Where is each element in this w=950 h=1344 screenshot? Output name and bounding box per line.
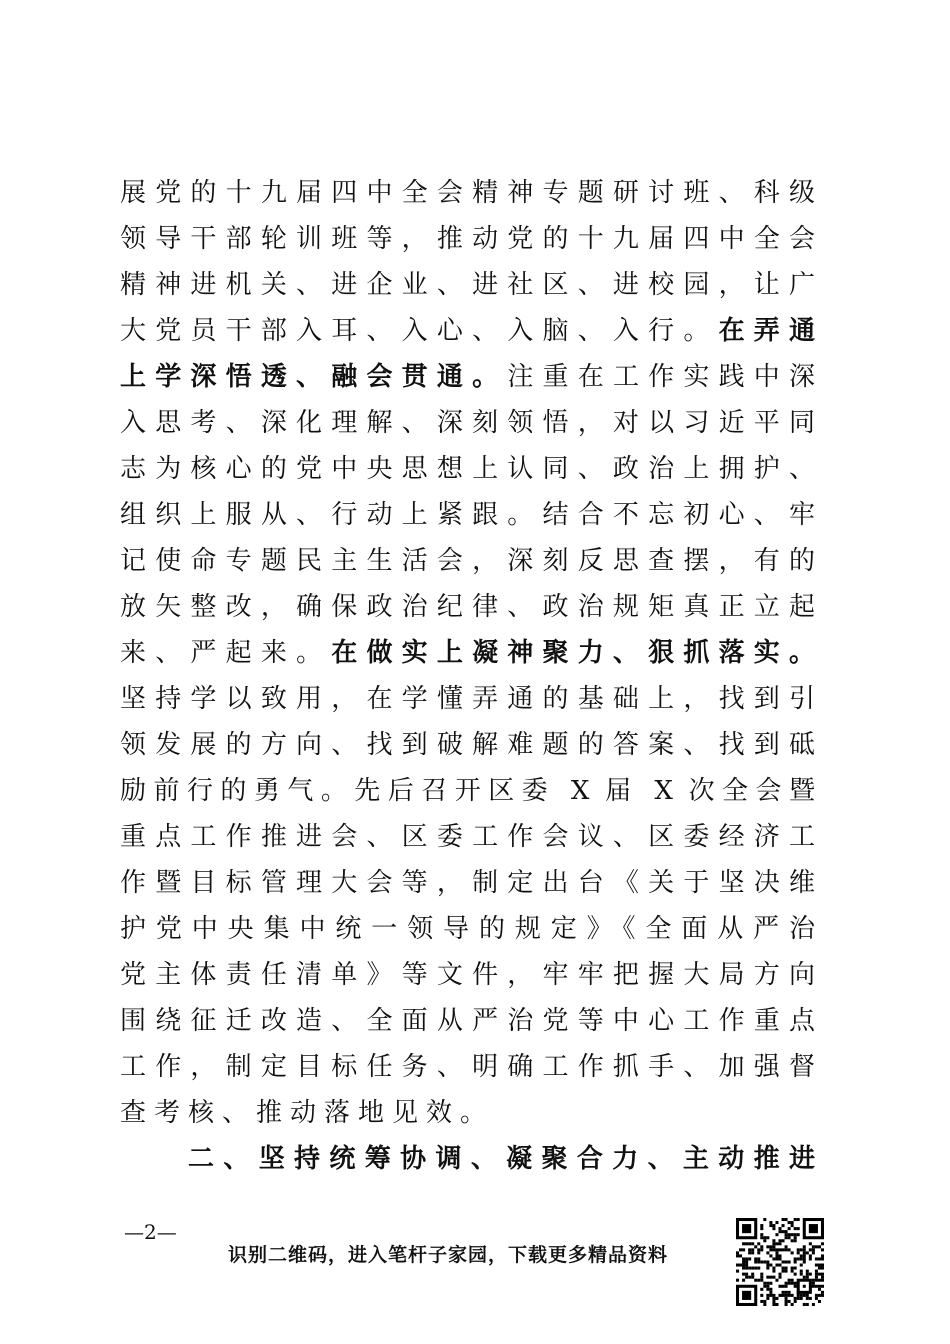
text-line [120, 400, 815, 446]
text-segment: 记使命专题民主生活会，深刻反思查摆，有的 [120, 546, 815, 576]
text-segment: 放矢整改，确保政治纪律、政治规矩真正立起 [120, 592, 815, 622]
text-segment: 围绕征迁改造、全面从严治党等中心工作重点 [120, 1006, 815, 1036]
text-line [120, 676, 815, 722]
text-line [120, 1090, 815, 1136]
text-segment: 精神进机关、进企业、进社区、进校园，让广 [120, 270, 815, 300]
text-segment: 来、严起来。 [120, 638, 332, 668]
text-segment: 大党员干部入耳、入心、入脑、入行。 [120, 316, 719, 346]
text-line [120, 814, 815, 860]
text-segment: 坚持学以致用，在学懂弄通的基础上，找到引 [120, 684, 815, 714]
text-segment: 重点工作推进会、区委工作会议、区委经济工 [120, 822, 815, 852]
text-segment: 志为核心的党中央思想上认同、政治上拥护、 [120, 454, 815, 484]
text-line [120, 952, 815, 998]
text-line [120, 630, 815, 676]
page-number: —2— [124, 1220, 177, 1244]
bold-phrase: 上学深悟透、融会贯通。 [120, 362, 508, 392]
text-line [120, 860, 815, 906]
text-line [120, 354, 815, 400]
text-line [120, 1044, 815, 1090]
text-line [120, 446, 815, 492]
footer-note: 识别二维码，进入笔杆子家园，下载更多精品资料 [228, 1244, 669, 1266]
text-segment: 组织上服从、行动上紧跟。结合不忘初心、牢 [120, 500, 815, 530]
text-line [120, 998, 815, 1044]
body-text [120, 170, 815, 1182]
text-line [120, 170, 815, 216]
qr-code-icon [736, 1218, 824, 1306]
text-segment: 作暨目标管理大会等，制定出台《关于坚决维 [120, 868, 815, 898]
text-line [120, 216, 815, 262]
section-heading: 二、坚持统筹协调、凝聚合力、主动推进 [188, 1144, 815, 1174]
text-segment: 领发展的方向、找到破解难题的答案、找到砥 [120, 730, 815, 760]
text-line [120, 492, 815, 538]
text-line [120, 722, 815, 768]
text-line [120, 538, 815, 584]
text-line [120, 308, 815, 354]
text-line [120, 262, 815, 308]
text-segment: 查考核、推动落地见效。 [120, 1098, 495, 1128]
text-segment: 领导干部轮训班等，推动党的十九届四中全会 [120, 224, 815, 254]
text-line [120, 906, 815, 952]
text-segment: 护党中央集中统一领导的规定》《全面从严治 [120, 914, 815, 944]
text-segment: 展党的十九届四中全会精神专题研讨班、科级 [120, 178, 815, 208]
text-segment: 党主体责任清单》等文件，牢牢把握大局方向 [120, 960, 815, 990]
bold-phrase: 在做实上凝神聚力、狠抓落实。 [331, 638, 815, 668]
text-segment: 工作，制定目标任务、明确工作抓手、加强督 [120, 1052, 815, 1082]
text-segment: 励前行的勇气。先后召开区委 X 届 X 次全会暨 [120, 776, 815, 806]
bold-phrase: 在弄通 [718, 316, 815, 346]
text-line [120, 768, 815, 814]
text-segment: 注重在工作实践中深 [507, 362, 815, 392]
text-segment: 入思考、深化理解、深刻领悟，对以习近平同 [120, 408, 815, 438]
text-line [120, 584, 815, 630]
